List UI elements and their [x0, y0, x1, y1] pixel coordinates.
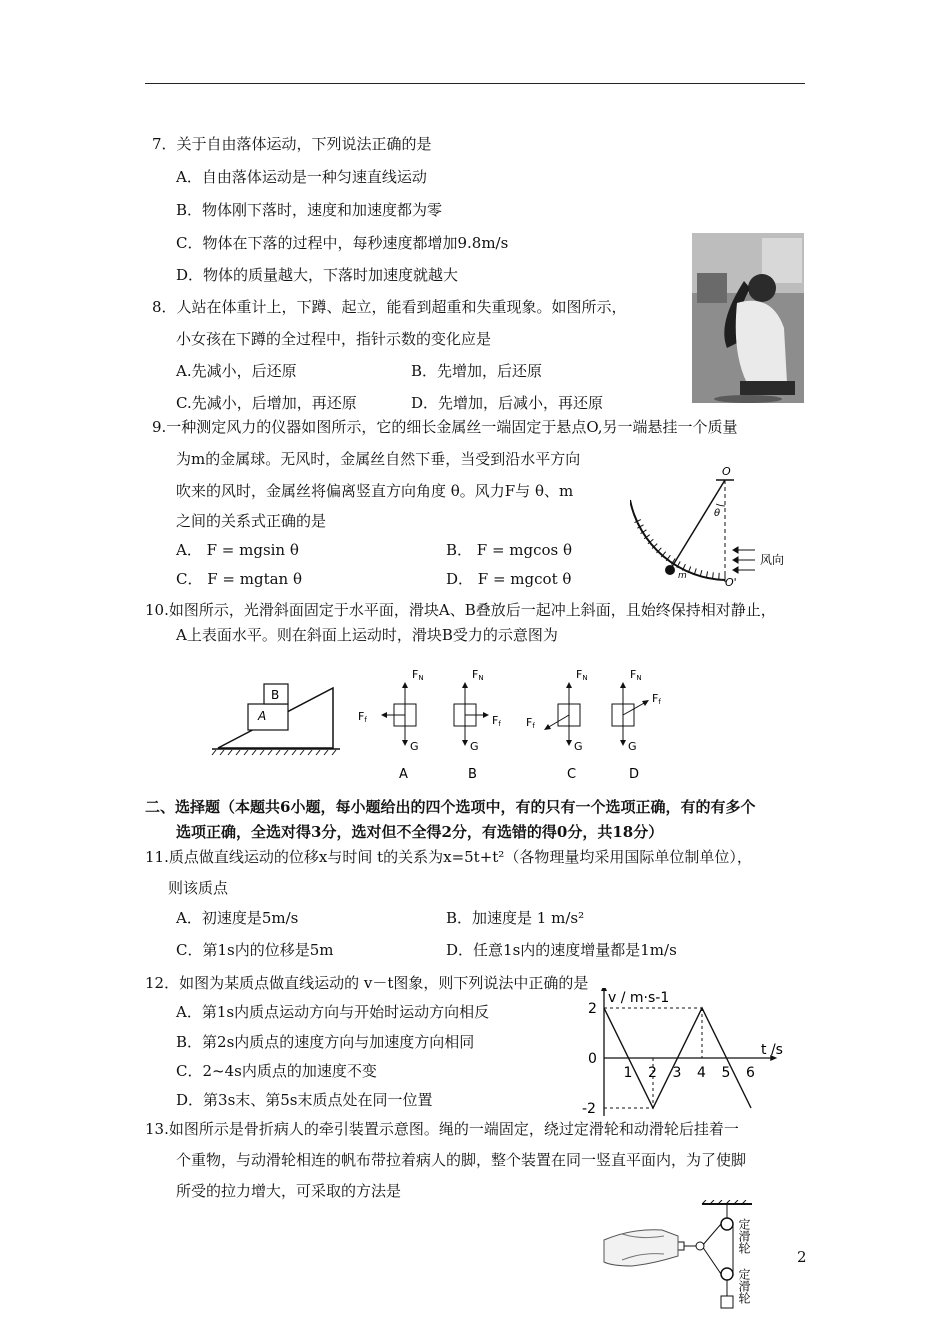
q8-stem-line1: 8．人站在体重计上，下蹲、起立，能看到超重和失重现象。如图所示， — [152, 298, 627, 316]
q11-stem-line1: 11.质点做直线运动的位移x与时间 t的关系为x=5t+t²（各物理量均采用国际单位制单位）， — [145, 848, 752, 866]
q8-option-b: B．先增加，后还原 — [411, 362, 543, 380]
svg-text:FN: FN — [576, 668, 588, 682]
svg-text:Ff: Ff — [492, 714, 501, 728]
q12-option-c: C．2~4s内质点的加速度不变 — [176, 1062, 377, 1080]
x-tick-label: 2 — [648, 1065, 657, 1081]
y-axis-arrow — [601, 988, 607, 991]
q9-option-c: C． F = mgtan θ — [176, 570, 303, 588]
svg-text:G: G — [470, 740, 479, 753]
q13-stem-line1: 13.如图所示是骨折病人的牵引装置示意图。绳的一端固定，绕过定滑轮和动滑轮后挂着一 — [145, 1120, 739, 1138]
block-b-label: B — [271, 688, 280, 702]
svg-text:Ff: Ff — [652, 692, 661, 706]
bottom-label-o-prime: O' — [725, 576, 737, 588]
q11-option-b: B．加速度是 1 m/s² — [446, 909, 585, 927]
section2-heading-line2: 选项正确，全选对得3分，选对但不全得2分，有选错的得0分，共18分） — [176, 823, 664, 841]
page-number: 2 — [797, 1248, 807, 1266]
x-tick-label: 1 — [623, 1065, 633, 1081]
q11-option-a: A．初速度是5m/s — [176, 909, 299, 927]
q8-option-a: A.先减小，后还原 — [176, 362, 297, 380]
q9-stem-line4: 之间的关系式正确的是 — [176, 512, 327, 530]
q9-option-b: B． F = mgcos θ — [446, 541, 573, 559]
girl-scale-photo — [692, 233, 804, 403]
svg-text:FN: FN — [412, 668, 424, 682]
block-a-label: A — [258, 709, 267, 723]
y-axis-label: v / m·s-1 — [608, 990, 670, 1006]
x-tick-label: 3 — [672, 1065, 682, 1081]
q13-stem-line2: 个重物，与动滑轮相连的帆布带拉着病人的脚，整个装置在同一竖直平面内，为了使脚 — [176, 1151, 747, 1169]
pivot-label-o: O — [722, 466, 731, 478]
svg-text:Ff: Ff — [526, 716, 535, 730]
svg-text:G: G — [410, 740, 419, 753]
force-diagram-c — [526, 668, 588, 782]
q7-option-c: C．物体在下落的过程中，每秒速度都增加9.8m/s — [176, 234, 509, 252]
x-tick-label: 5 — [721, 1065, 731, 1081]
q7-option-a: A．自由落体运动是一种匀速直线运动 — [176, 168, 427, 186]
q10-stem-line1: 10.如图所示，光滑斜面固定于水平面，滑块A、B叠放后一起冲上斜面，且始终保持相对静止， — [145, 601, 776, 619]
force-diagram-a — [358, 668, 424, 782]
q9-stem-line1: 9.一种测定风力的仪器如图所示，它的细长金属丝一端固定于悬点O,另一端悬挂一个质量 — [152, 418, 738, 436]
svg-text:FN: FN — [630, 668, 642, 682]
q9-option-d: D． F = mgcot θ — [446, 570, 572, 588]
svg-text:Ff: Ff — [358, 710, 367, 724]
q9-stem-line2: 为m的金属球。无风时，金属丝自然下垂，当受到沿水平方向 — [176, 450, 581, 468]
wind-direction-label: 风向 — [760, 553, 785, 567]
q12-stem: 12．如图为某质点做直线运动的 v－t图象，则下列说法中正确的是 — [145, 974, 589, 992]
q11-stem-line2: 则该质点 — [168, 879, 229, 897]
q12-option-a: A．第1s内质点运动方向与开始时运动方向相反 — [176, 1003, 490, 1021]
section2-heading-line1: 二、选择题（本题共6小题，每小题给出的四个选项中，有的只有一个选项正确，有的有多个 — [145, 798, 756, 816]
slope-blocks-figure — [210, 662, 670, 786]
option-label-a: A — [399, 767, 408, 782]
option-label-c: C — [567, 767, 577, 782]
option-label-d: D — [629, 767, 640, 782]
q9-option-a: A． F = mgsin θ — [176, 541, 299, 559]
vt-graph — [578, 988, 788, 1116]
option-label-b: B — [468, 767, 477, 782]
y-tick-label: -2 — [582, 1101, 596, 1116]
q9-stem-line3: 吹来的风时，金属丝将偏离竖直方向角度 θ。风力F与 θ、m — [176, 482, 574, 500]
svg-text:FN: FN — [472, 668, 484, 682]
y-tick-label: 0 — [588, 1051, 597, 1067]
x-tick-label: 4 — [697, 1065, 706, 1081]
y-tick-label: 2 — [588, 1001, 597, 1017]
x-tick-label: 6 — [746, 1065, 755, 1081]
q13-stem-line3: 所受的拉力增大，可采取的方法是 — [176, 1182, 402, 1200]
traction-device-figure — [602, 1200, 772, 1318]
q8-stem-line2: 小女孩在下蹲的全过程中，指针示数的变化应是 — [176, 330, 492, 348]
svg-text:G: G — [628, 740, 637, 753]
header-rule — [145, 83, 805, 84]
ball-label-m: m — [678, 571, 687, 581]
q10-stem-line2: A上表面水平。则在斜面上运动时，滑块B受力的示意图为 — [176, 626, 558, 644]
x-axis-label: t /s — [761, 1042, 783, 1058]
q7-option-b: B．物体刚下落时，速度和加速度都为零 — [176, 201, 443, 219]
q12-option-b: B．第2s内质点的速度方向与加速度方向相同 — [176, 1033, 475, 1051]
q11-option-d: D．任意1s内的速度增量都是1m/s — [446, 941, 677, 959]
fixed-pulley-label-bottom: 定滑轮 — [737, 1268, 751, 1304]
fixed-pulley-label-top: 定滑轮 — [737, 1218, 751, 1254]
q8-option-c: C.先减小，后增加，再还原 — [176, 394, 357, 412]
q8-option-d: D．先增加，后减小，再还原 — [411, 394, 604, 412]
svg-text:G: G — [574, 740, 583, 753]
wind-gauge-figure — [630, 466, 810, 588]
q11-option-c: C．第1s内的位移是5m — [176, 941, 334, 959]
angle-label-theta: θ — [714, 508, 721, 519]
q12-option-d: D．第3s末、第5s末质点处在同一位置 — [176, 1091, 433, 1109]
q7-option-d: D．物体的质量越大，下落时加速度就越大 — [176, 266, 459, 284]
q7-stem: 7．关于自由落体运动，下列说法正确的是 — [152, 135, 432, 153]
force-diagram-b — [454, 668, 501, 782]
force-diagram-d — [612, 668, 661, 782]
